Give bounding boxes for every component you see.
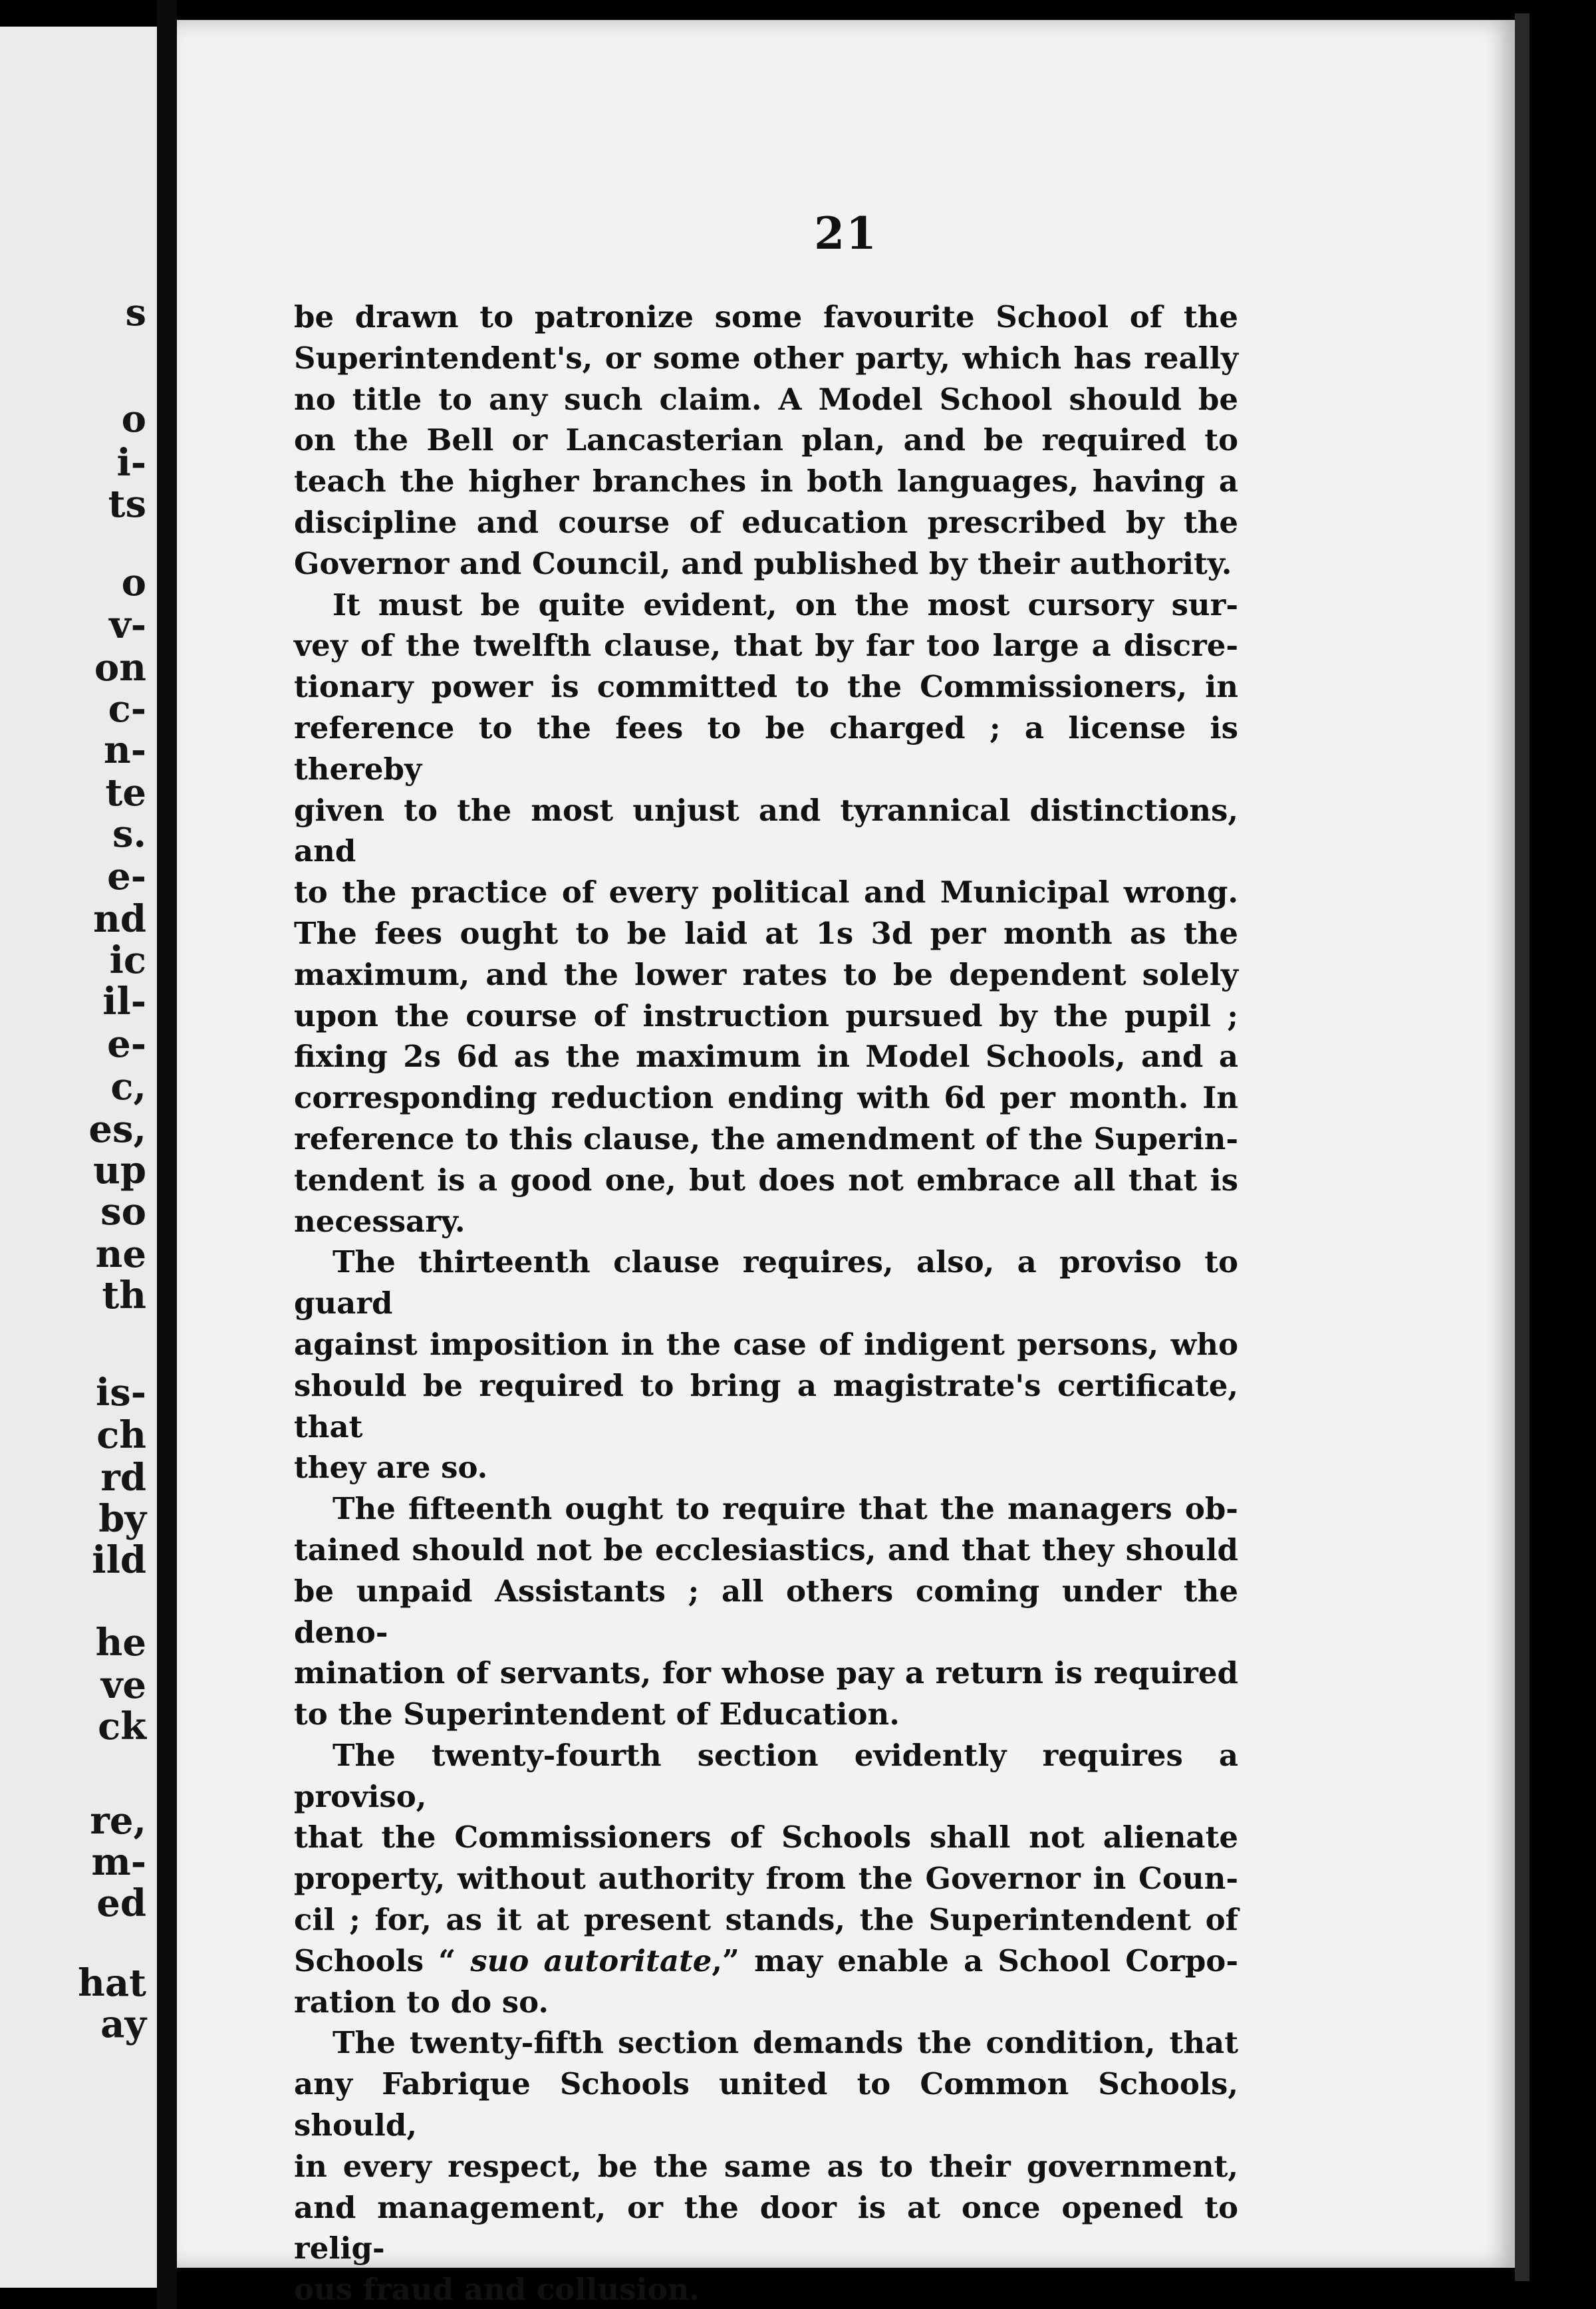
text-line: any Fabrique Schools united to Common Schools, should, — [294, 2066, 1238, 2143]
text-line: no title to any such claim. A Model School should be — [294, 381, 1238, 417]
text-line: The fifteenth ought to require that the managers ob- — [332, 1491, 1238, 1527]
text-line: maximum, and the lower rates to be dependent solely — [294, 956, 1238, 992]
left-page-fragment: es, — [88, 1107, 146, 1151]
left-page-fragment: ts — [108, 482, 146, 526]
left-page-fragment: te — [105, 771, 146, 815]
text-line: be unpaid Assistants ; all others coming under the deno- — [294, 1573, 1238, 1650]
left-page-fragment: re, — [90, 1799, 146, 1843]
left-page — [0, 27, 157, 2288]
text-line: in every respect, be the same as to their government, — [294, 2148, 1238, 2184]
text-line: to the practice of every political and Municipal wrong. — [294, 875, 1238, 910]
left-page-fragment: ay — [100, 2002, 146, 2046]
left-page-fragment: c- — [108, 687, 146, 731]
text-line: ous fraud and collusion. — [294, 2272, 700, 2308]
left-page-fragment: s — [125, 291, 146, 335]
left-page-fragment: ch — [96, 1413, 146, 1457]
text-line: be drawn to patronize some favourite School of the — [294, 299, 1238, 335]
left-page-fragment: by — [98, 1497, 146, 1541]
left-page-fragment: o — [121, 397, 146, 441]
text-line: property, without authority from the Governor in Coun- — [294, 1861, 1238, 1897]
left-page-fragment: ed — [96, 1881, 146, 1925]
text-line: The twenty-fourth section evidently requires a proviso, — [294, 1737, 1238, 1814]
left-page-fragment: n- — [104, 728, 146, 772]
left-page-fragment: on — [94, 646, 146, 690]
left-page-fragment: he — [95, 1621, 146, 1665]
text-line: that the Commissioners of Schools shall not alienate — [294, 1820, 1238, 1855]
page-body-text — [294, 297, 1238, 2309]
text-line: and management, or the door is at once opened to relig- — [294, 2189, 1238, 2266]
left-page-fragment: rd — [100, 1456, 146, 1500]
text-line: should be required to bring a magistrate's certificate, that — [294, 1367, 1238, 1444]
text-line: they are so. — [294, 1450, 488, 1486]
left-page-fragment: e- — [107, 1022, 146, 1066]
left-page-fragment: i- — [116, 441, 146, 485]
text-line: ration to do so. — [294, 1984, 549, 2020]
text-line: tained should not be ecclesiastics, and that they should — [294, 1532, 1238, 1567]
left-page-fragment: up — [93, 1149, 146, 1192]
left-page-fragment: m- — [91, 1840, 146, 1884]
text-line: on the Bell or Lancasterian plan, and be required to — [294, 422, 1238, 458]
text-line: mination of servants, for whose pay a return is required — [294, 1655, 1238, 1691]
text-line: The thirteenth clause requires, also, a proviso to guard — [294, 1244, 1238, 1321]
page-edge-shadow — [1515, 13, 1530, 2281]
left-page-fragment: v- — [109, 603, 146, 647]
text-line: against imposition in the case of indigent persons, who — [294, 1326, 1238, 1362]
left-page-fragment: nd — [93, 897, 146, 941]
page-number: 21 — [814, 207, 878, 259]
left-page-fragment: ild — [92, 1538, 146, 1582]
left-page-fragment: ve — [100, 1663, 146, 1707]
text-line: It must be quite evident, on the most cursory sur- — [332, 587, 1238, 622]
left-page-fragment: ic — [109, 938, 146, 982]
text-line: vey of the twelfth clause, that by far too large a discre- — [294, 628, 1238, 664]
text-line: upon the course of instruction pursued by the pupil ; — [294, 998, 1238, 1033]
left-page-fragment: s. — [112, 812, 146, 856]
text-line: teach the higher branches in both languages, having a — [294, 464, 1238, 499]
text-line: necessary. — [294, 1203, 466, 1239]
left-page-fragment: ne — [95, 1232, 146, 1276]
text-line: tionary power is committed to the Commissioners, in — [294, 669, 1238, 705]
text-line: corresponding reduction ending with 6d per month. In — [294, 1080, 1238, 1116]
text-line: tendent is a good one, but does not embrace all that is — [294, 1162, 1238, 1198]
left-page-fragment: il- — [102, 980, 146, 1023]
text-line: The fees ought to be laid at 1s 3d per month as the — [294, 915, 1238, 951]
book-gutter — [157, 0, 177, 2309]
left-page-fragment: so — [100, 1190, 146, 1234]
text-line: cil ; for, as it at present stands, the Superintendent of — [294, 1902, 1238, 1938]
text-line: Governor and Council, and published by their authority. — [294, 545, 1232, 581]
left-page-fragment: ck — [98, 1704, 146, 1748]
text-line: Superintendent's, or some other party, which has really — [294, 340, 1238, 376]
left-page-fragment: o — [121, 561, 146, 605]
text-line: discipline and course of education prescribed by the — [294, 504, 1238, 540]
left-page-fragment: hat — [78, 1961, 146, 2005]
text-line: to the Superintendent of Education. — [294, 1697, 900, 1732]
left-page-fragment: e- — [107, 855, 146, 898]
left-page-fragment: th — [102, 1274, 146, 1317]
text-line: given to the most unjust and tyrannical distinctions, and — [294, 792, 1238, 869]
text-line: Schools “ suo autoritate,” may enable a School Corpo- — [294, 1943, 1238, 1978]
left-page-fragment: c, — [110, 1065, 146, 1109]
text-line: reference to the fees to be charged ; a license is thereby — [294, 710, 1238, 787]
right-page — [177, 20, 1515, 2308]
left-page-fragment: is- — [95, 1371, 146, 1415]
text-line: fixing 2s 6d as the maximum in Model Schools, and a — [294, 1039, 1238, 1075]
latin-phrase: suo autoritate — [470, 1943, 712, 1978]
text-line: reference to this clause, the amendment of the Superin- — [294, 1121, 1238, 1156]
text-line: The twenty-fifth section demands the condition, that — [332, 2025, 1238, 2061]
